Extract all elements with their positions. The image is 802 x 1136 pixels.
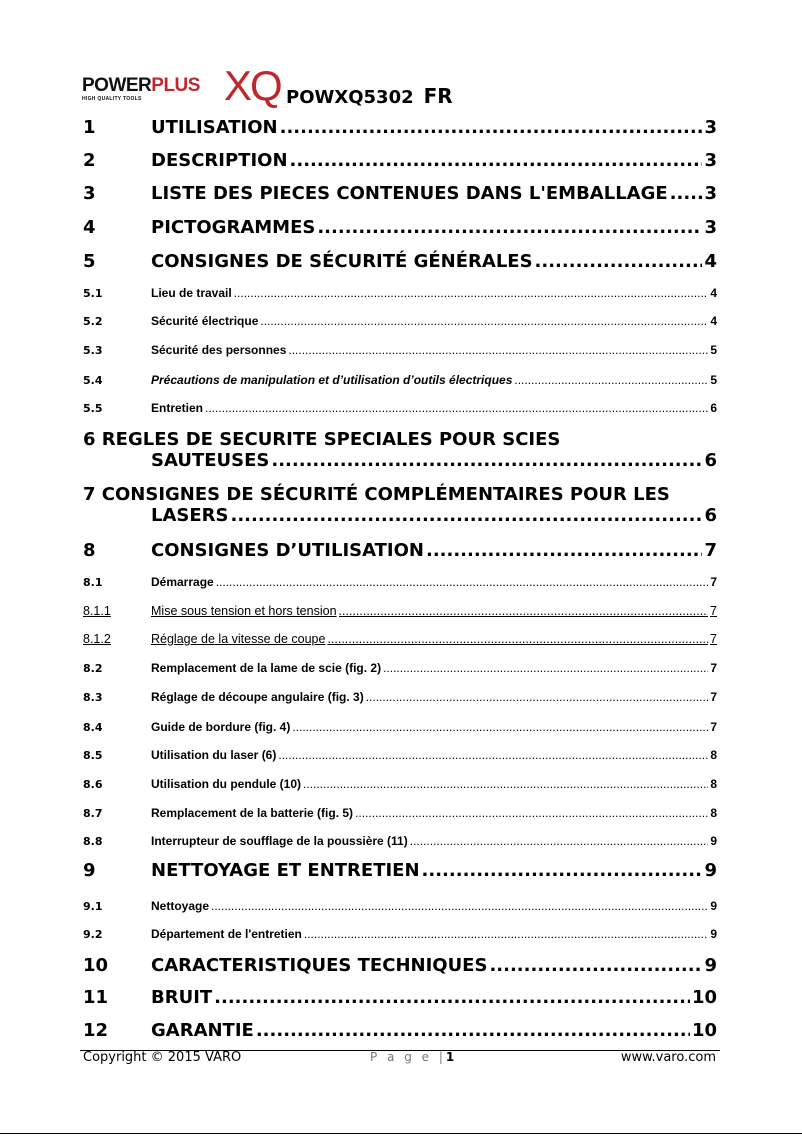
toc-entry[interactable]: [83, 314, 717, 328]
toc-entry-number: 3: [83, 183, 96, 204]
toc-entry-title: SAUTEUSES: [151, 450, 270, 471]
toc-entry-page: 3: [704, 150, 717, 171]
toc-entry[interactable]: [83, 251, 717, 272]
page-edge-line: [0, 1133, 802, 1134]
toc-entry-title: UTILISATION: [151, 117, 278, 138]
toc-entry-title: Réglage de la vitesse de coupe: [151, 632, 326, 646]
toc-entry-title: LASERS: [151, 505, 229, 526]
dot-leader: [355, 806, 708, 820]
toc-entry-number: 8.1.2: [83, 632, 111, 646]
toc-entry-title: DESCRIPTION: [151, 150, 288, 171]
toc-entry[interactable]: [83, 604, 717, 618]
toc-entry[interactable]: [83, 117, 717, 138]
toc-entry-page: 7: [710, 575, 717, 589]
logo-xq: XQ: [224, 62, 281, 109]
toc-entry[interactable]: [83, 217, 717, 238]
footer-copyright: Copyright © 2015 VARO: [83, 1050, 242, 1065]
dot-leader: [211, 899, 708, 913]
dot-leader: [234, 286, 709, 300]
toc-entry-number: 5.2: [83, 315, 103, 328]
toc-entry-page: 3: [704, 117, 717, 138]
dot-leader: [489, 955, 702, 976]
toc-entry[interactable]: [83, 899, 717, 913]
toc-entry[interactable]: [83, 927, 717, 941]
toc-entry-title: CONSIGNES D’UTILISATION: [151, 540, 424, 561]
toc-entry-number: 2: [83, 150, 96, 171]
dot-leader: [216, 575, 709, 589]
logo-power: POWER: [82, 75, 152, 96]
toc-entry-page: 3: [704, 217, 717, 238]
toc-entry-page: 8: [710, 806, 717, 820]
toc-entry-number: 10: [83, 955, 109, 976]
toc-entry-title: Précautions de manipulation et d’utilisation d’outils électriques: [151, 373, 513, 387]
toc-entry-page: 5: [710, 343, 717, 357]
toc-entry[interactable]: [83, 1020, 717, 1041]
toc-entry[interactable]: [83, 661, 717, 675]
language-code: FR: [423, 84, 453, 108]
toc-entry[interactable]: [83, 987, 717, 1008]
dot-leader: [366, 690, 709, 704]
toc-entry-page: 7: [710, 720, 717, 734]
logo-tagline: HIGH QUALITY TOOLS: [82, 96, 142, 102]
toc-entry-page: 10: [691, 1020, 717, 1041]
toc-entry-page: 8: [710, 748, 717, 762]
toc-entry[interactable]: [151, 505, 717, 526]
toc-entry-page: 9: [710, 927, 717, 941]
toc-entry-page: 3: [704, 183, 717, 204]
toc-entry-page: 4: [710, 314, 717, 328]
toc-entry-number: 8.1: [83, 576, 103, 589]
toc-heading-line[interactable]: 6 REGLES DE SECURITE SPECIALES POUR SCIES: [83, 429, 561, 450]
toc-entry-page: 7: [710, 604, 717, 618]
toc-entry-number: 5.1: [83, 287, 103, 300]
toc-entry[interactable]: [83, 373, 717, 387]
toc-entry-title: NETTOYAGE ET ENTRETIEN: [151, 860, 420, 881]
toc-entry-title: Entretien: [151, 401, 204, 415]
dot-leader: [410, 834, 709, 848]
dot-leader: [280, 117, 703, 138]
dot-leader: [535, 251, 703, 272]
toc-entry-number: 9.1: [83, 900, 103, 913]
toc-entry-number: 8.6: [83, 778, 103, 791]
dot-leader: [230, 505, 702, 526]
dot-leader: [271, 450, 702, 471]
toc-entry-number: 8.2: [83, 662, 103, 675]
toc-entry-page: 5: [710, 373, 717, 387]
footer-page: [370, 1050, 454, 1064]
toc-entry-page: 9: [710, 899, 717, 913]
toc-entry-number: 8.4: [83, 721, 103, 734]
toc-entry[interactable]: [83, 834, 717, 848]
toc-entry-page: 10: [691, 987, 717, 1008]
toc-entry-title: Sécurité électrique: [151, 314, 259, 328]
dot-leader: [422, 860, 703, 881]
toc-entry-page: 7: [704, 540, 717, 561]
toc-heading-line[interactable]: 7 CONSIGNES DE SÉCURITÉ COMPLÉMENTAIRES POUR LES: [83, 484, 670, 505]
toc-entry[interactable]: [83, 720, 717, 734]
toc-entry-title: BRUIT: [151, 987, 213, 1008]
dot-leader: [290, 150, 703, 171]
toc-entry-number: 1: [83, 117, 96, 138]
toc-entry-number: 8.1.1: [83, 604, 111, 618]
toc-entry-page: 4: [710, 286, 717, 300]
dot-leader: [205, 401, 708, 415]
toc-entry[interactable]: [83, 955, 717, 976]
toc-entry-title: GARANTIE: [151, 1020, 254, 1041]
dot-leader: [339, 604, 709, 618]
toc-entry[interactable]: [83, 575, 717, 589]
page-label: P a g e |: [370, 1050, 446, 1064]
toc-entry[interactable]: [83, 632, 717, 646]
toc-entry-title: Démarrage: [151, 575, 214, 589]
logo-plus: PLUS: [151, 75, 200, 96]
dot-leader: [303, 777, 708, 791]
page-number: 1: [445, 1050, 455, 1064]
toc-entry-title: Interrupteur de soufflage de la poussière (11): [151, 834, 408, 848]
toc-entry[interactable]: [83, 343, 717, 357]
toc-entry-title: CARACTERISTIQUES TECHNIQUES: [151, 955, 488, 976]
toc-entry-number: 8.8: [83, 835, 103, 848]
toc-entry[interactable]: [151, 450, 717, 471]
toc-entry-title: Utilisation du laser (6): [151, 748, 277, 762]
toc-entry-title: CONSIGNES DE SÉCURITÉ GÉNÉRALES: [151, 251, 533, 272]
toc-entry-page: 7: [710, 632, 717, 646]
toc-entry-title: Remplacement de la lame de scie (fig. 2): [151, 661, 382, 675]
toc-entry[interactable]: [83, 286, 717, 300]
toc-entry[interactable]: [83, 860, 717, 881]
dot-leader: [304, 927, 708, 941]
toc-entry-title: Nettoyage: [151, 899, 210, 913]
toc-entry[interactable]: [83, 540, 717, 561]
toc-entry[interactable]: [83, 748, 717, 762]
toc-entry-number: 5.5: [83, 402, 103, 415]
toc-entry-page: 4: [704, 251, 717, 272]
model-number: POWXQ5302: [286, 87, 414, 108]
powerplus-logo: [82, 62, 281, 109]
toc-entry-number: 8.7: [83, 807, 103, 820]
toc-entry-number: 11: [83, 987, 109, 1008]
dot-leader: [514, 373, 708, 387]
toc-entry-page: 9: [704, 860, 717, 881]
dot-leader: [278, 748, 708, 762]
dot-leader: [288, 343, 708, 357]
toc-entry-title: Utilisation du pendule (10): [151, 777, 302, 791]
toc-entry-number: 5: [83, 251, 96, 272]
toc-entry-page: 9: [704, 955, 717, 976]
toc-entry-number: 5.4: [83, 374, 103, 387]
toc-entry[interactable]: [83, 806, 717, 820]
toc-entry-page: 6: [710, 401, 717, 415]
toc-entry-title: Lieu de travail: [151, 286, 232, 300]
toc-entry-page: 7: [710, 690, 717, 704]
dot-leader: [214, 987, 690, 1008]
dot-leader: [327, 632, 708, 646]
footer-website: www.varo.com: [620, 1050, 716, 1065]
dot-leader: [383, 661, 708, 675]
toc-entry[interactable]: [83, 150, 717, 171]
dot-leader: [256, 1020, 690, 1041]
toc-entry[interactable]: [83, 183, 717, 204]
model-heading: [286, 84, 453, 108]
toc-entry-title: PICTOGRAMMES: [151, 217, 316, 238]
dot-leader: [317, 217, 702, 238]
toc-entry[interactable]: [83, 690, 717, 704]
dot-leader: [426, 540, 702, 561]
toc-entry-number: 8.5: [83, 749, 103, 762]
dot-leader: [670, 183, 703, 204]
toc-entry[interactable]: [83, 777, 717, 791]
toc-entry-page: 7: [710, 661, 717, 675]
toc-entry[interactable]: [83, 401, 717, 415]
toc-entry-number: 9.2: [83, 928, 103, 941]
toc-entry-title: LISTE DES PIECES CONTENUES DANS L'EMBALLAGE: [151, 183, 668, 204]
toc-entry-number: 5.3: [83, 344, 103, 357]
toc-entry-page: 9: [710, 834, 717, 848]
toc-entry-page: 8: [710, 777, 717, 791]
toc-entry-number: 9: [83, 860, 96, 881]
toc-entry-page: 6: [704, 505, 717, 526]
dot-leader: [260, 314, 708, 328]
toc-entry-title: Sécurité des personnes: [151, 343, 287, 357]
toc-entry-title: Guide de bordure (fig. 4): [151, 720, 291, 734]
toc-entry-title: Réglage de découpe angulaire (fig. 3): [151, 690, 364, 704]
dot-leader: [292, 720, 708, 734]
toc-entry-number: 8.3: [83, 691, 103, 704]
toc-entry-number: 12: [83, 1020, 109, 1041]
toc-entry-title: Département de l'entretien: [151, 927, 302, 941]
toc-entry-number: 8: [83, 540, 96, 561]
toc-entry-title: Mise sous tension et hors tension: [151, 604, 337, 618]
toc-entry-number: 4: [83, 217, 96, 238]
toc-entry-title: Remplacement de la batterie (fig. 5): [151, 806, 354, 820]
toc-entry-page: 6: [704, 450, 717, 471]
